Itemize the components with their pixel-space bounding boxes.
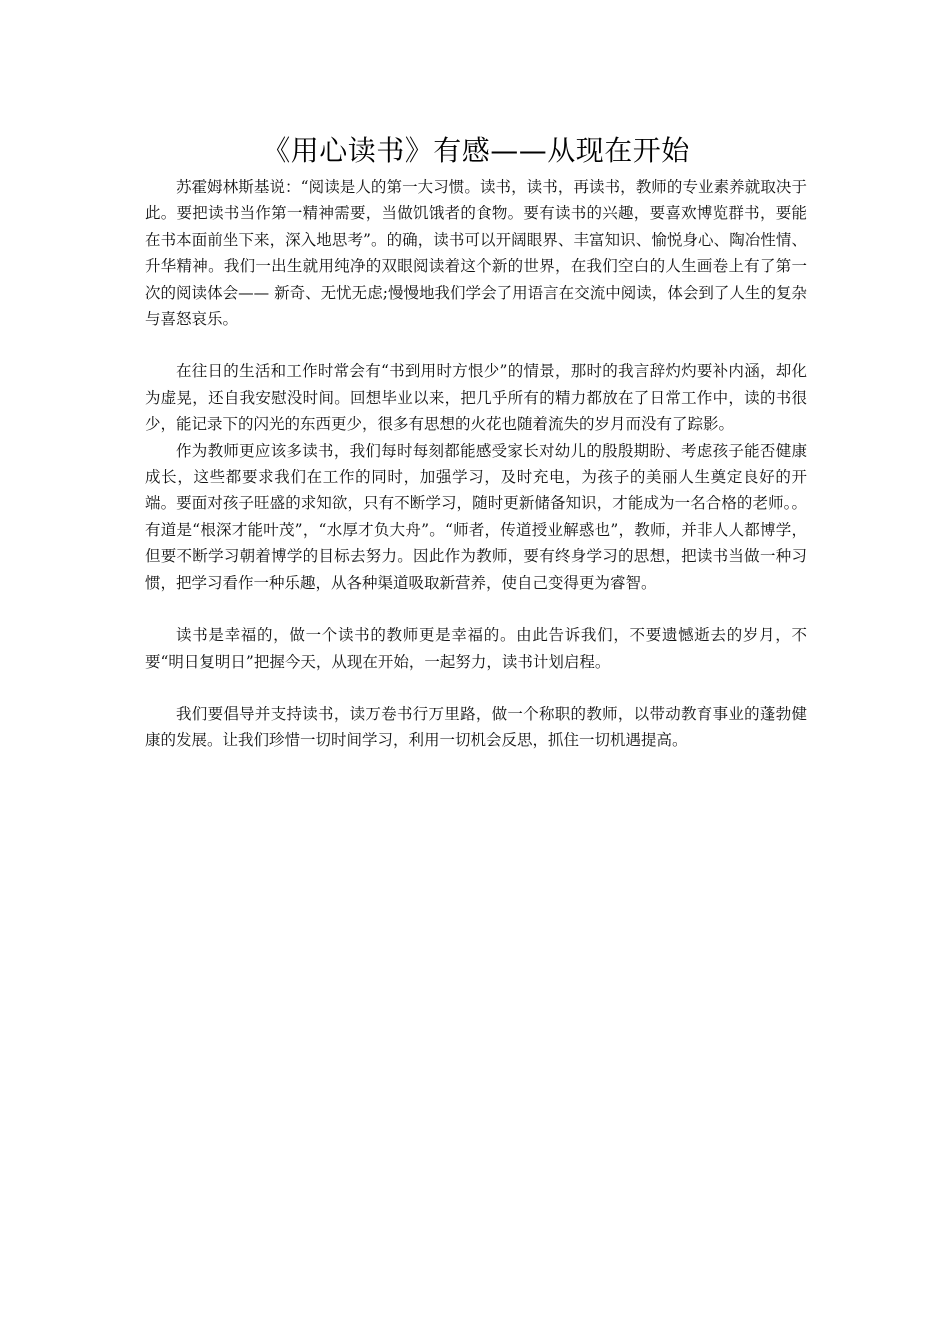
paragraph-2: 在往日的生活和工作时常会有“书到用时方恨少”的情景，那时的我言辞灼灼要补内涵，却化为虚晃，还自我安慰没时间。回想毕业以来，把几乎所有的精力都放在了日常工作中，读的书很少，能记录下的闪光的东西更少，很多有思想的火花也随着流失的岁月而没有了踪影。: [145, 362, 807, 434]
paragraph-4: 读书是幸福的，做一个读书的教师更是幸福的。由此告诉我们，不要遗憾逝去的岁月，不要“明日复明日”把握今天，从现在开始，一起努力，读书计划启程。: [145, 626, 807, 671]
paragraph-3: 作为教师更应该多读书，我们每时每刻都能感受家长对幼儿的殷殷期盼、考虑孩子能否健康成长，这些都要求我们在工作的同时，加强学习，及时充电，为孩子的美丽人生奠定良好的开端。要面对孩子旺盛的求知欲，只有不断学习，随时更新储备知识，才能成为一名合格的老师。。有道是“根深才能叶茂”，“水厚才负大舟”。“师者，传道授业解惑也”，教师，并非人人都博学，但要不断学习朝着博学的目标去努力。因此作为教师，要有终身学习的思想，把读书当做一种习惯，把学习看作一种乐趣，从各种渠道吸取新营养，使自己变得更为睿智。: [145, 441, 807, 592]
paragraph-1: 苏霍姆林斯基说：“阅读是人的第一大习惯。读书，读书，再读书，教师的专业素养就取决于此。要把读书当作第一精神需要，当做饥饿者的食物。要有读书的兴趣，要喜欢博览群书，要能在书本面前坐下来，深入地思考”。的确，读书可以开阔眼界、丰富知识、愉悦身心、陶冶性情、升华精神。我们一出生就用纯净的双眼阅读着这个新的世界，在我们空白的人生画卷上有了第一次的阅读体会—— 新奇、无忧无虑;慢慢地我们学会了用语言在交流中阅读，体会到了人生的复杂与喜怒哀乐。: [145, 178, 807, 329]
document-title: 《用心读书》有感——从现在开始: [262, 134, 690, 167]
document-body: [145, 128, 807, 754]
paragraph-5: 我们要倡导并支持读书，读万卷书行万里路，做一个称职的教师，以带动教育事业的蓬勃健康的发展。让我们珍惜一切时间学习，利用一切机会反思，抓住一切机遇提高。: [145, 704, 807, 750]
